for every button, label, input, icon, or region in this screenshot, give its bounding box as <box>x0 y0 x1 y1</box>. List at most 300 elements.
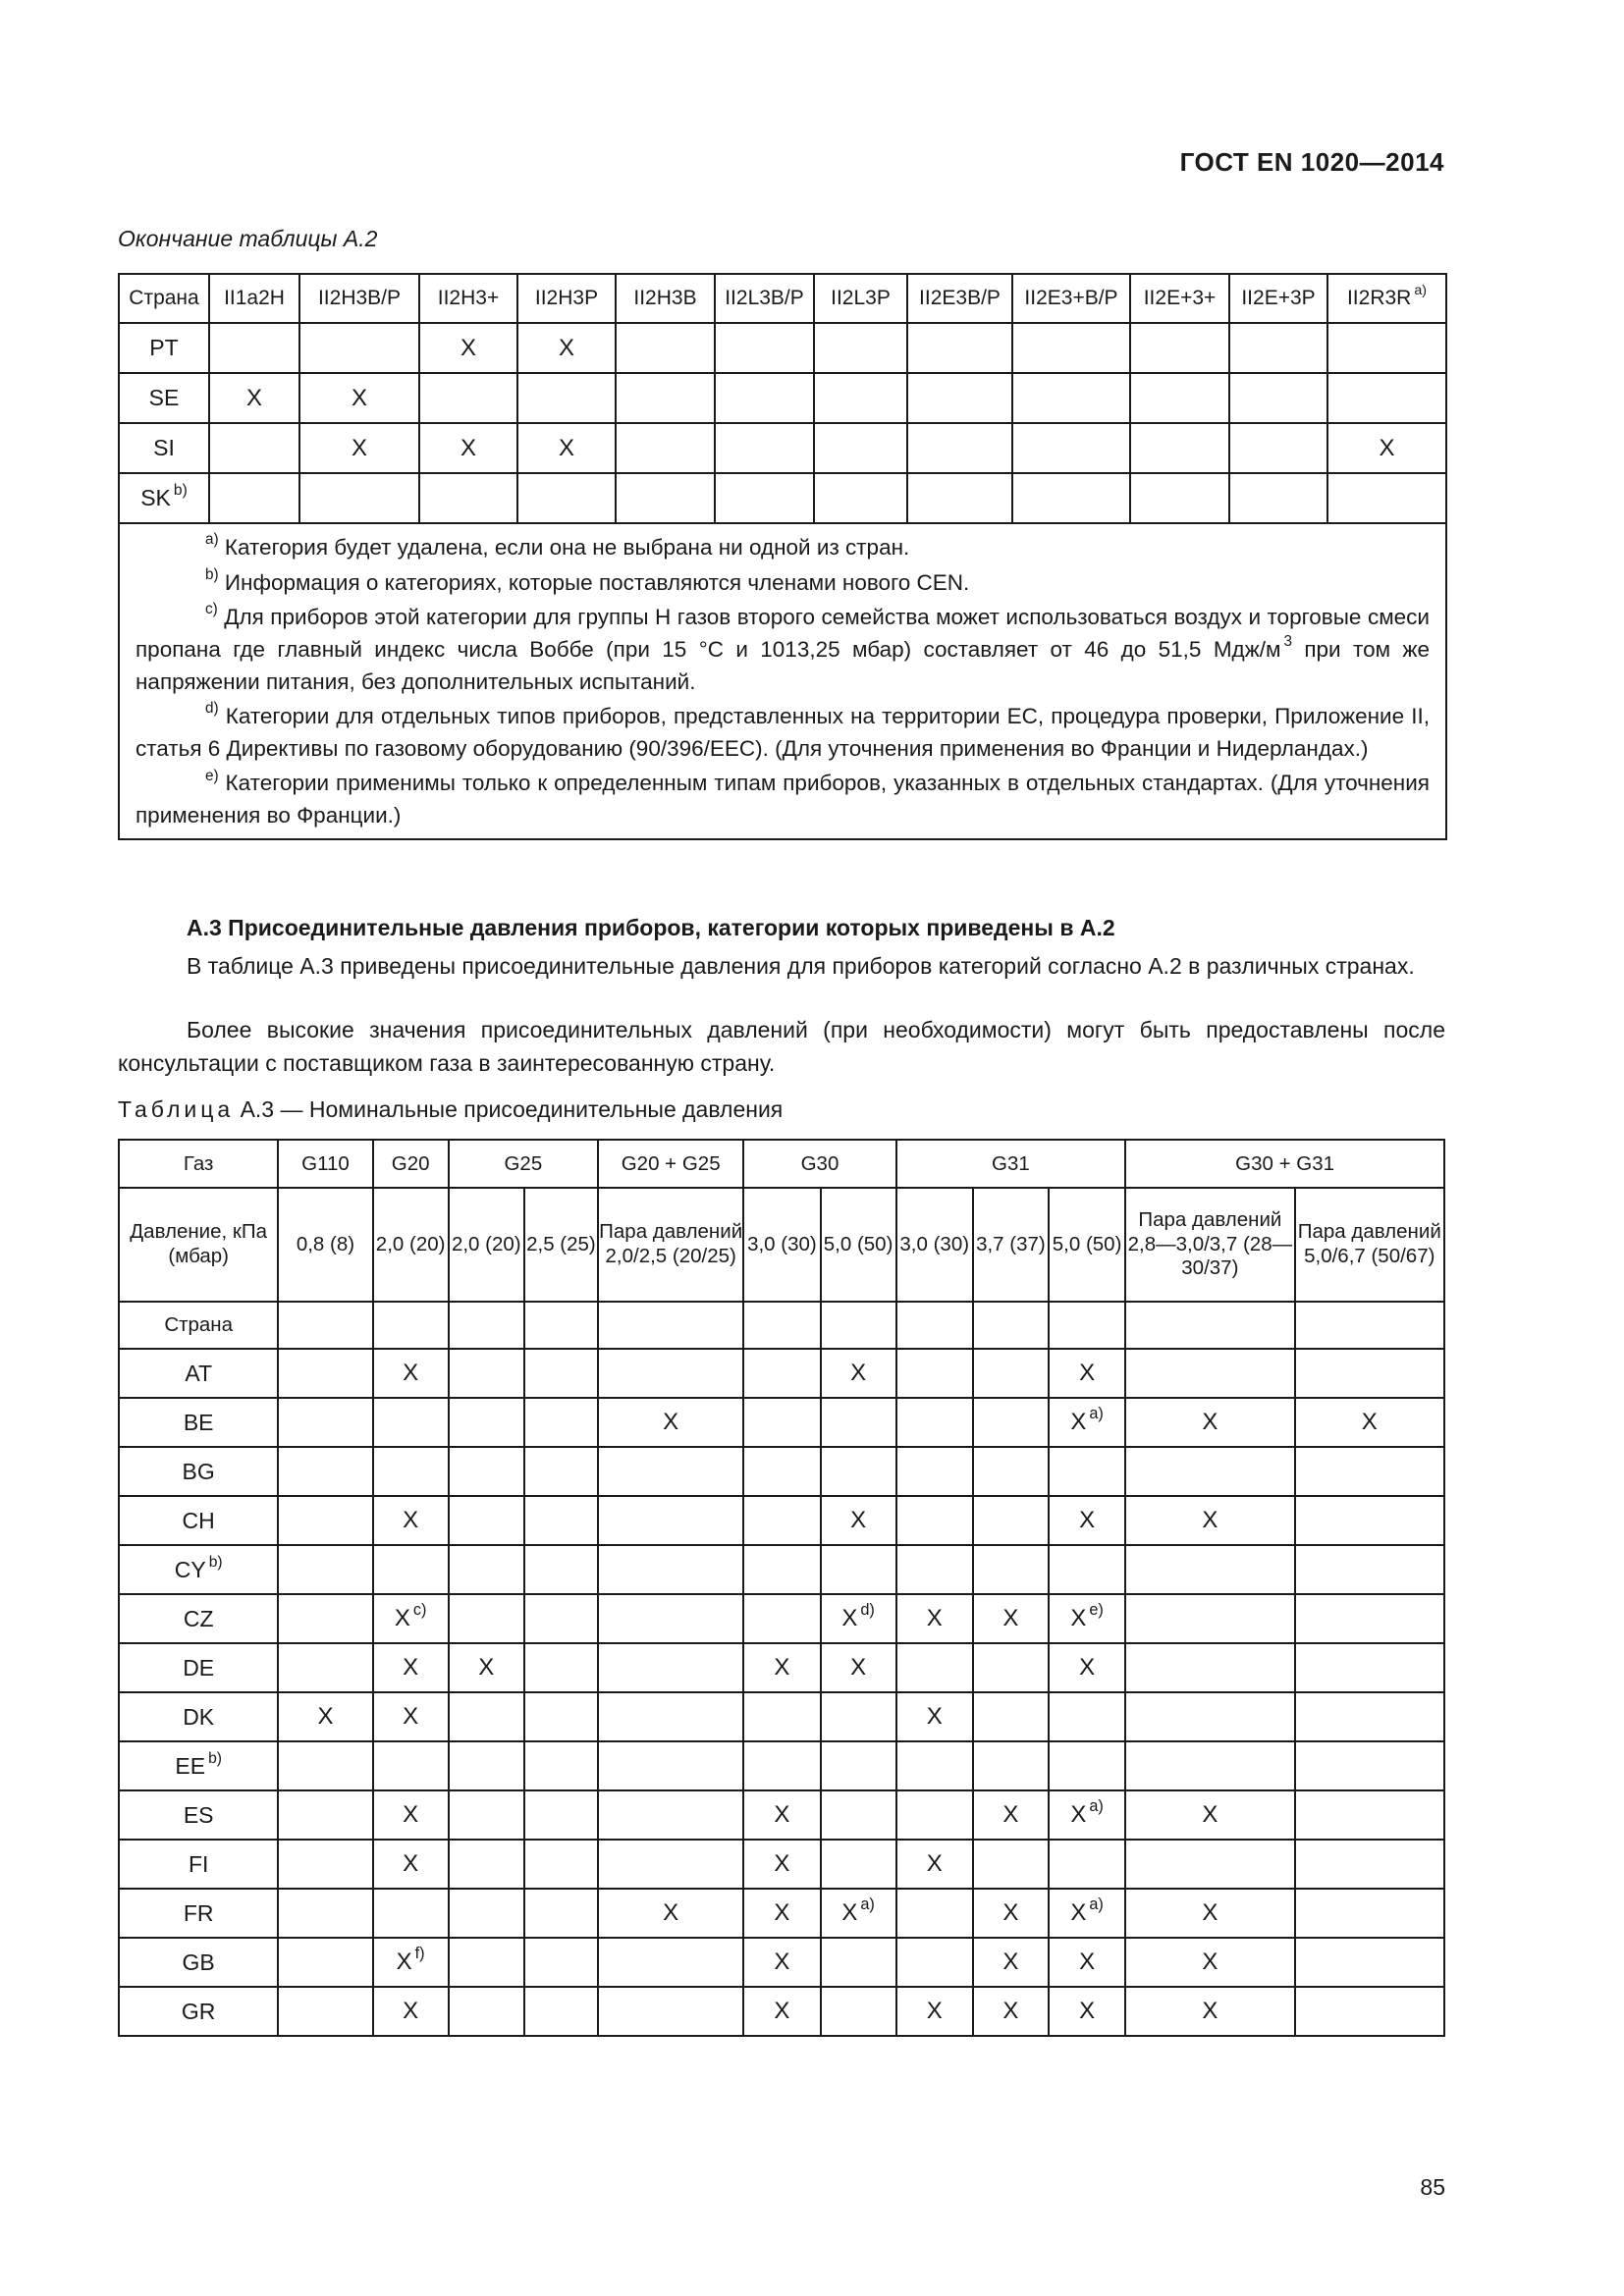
table-a2-header-category <box>517 274 616 323</box>
pressure-mark-cell <box>896 1889 973 1938</box>
cell-mark: X <box>850 1654 867 1681</box>
pressure-mark-cell <box>524 1349 598 1398</box>
footnote-text: Категории применимы только к определенным типам приборов, указанных в отдельных стандартах. (Для уточнения применения во Франции.) <box>135 771 1430 828</box>
country-code: SI <box>153 435 175 460</box>
country-code: GB <box>182 1949 215 1975</box>
pressure-mark-cell <box>524 1594 598 1643</box>
pressure-mark-cell <box>1125 1987 1294 2036</box>
country-cell <box>119 323 209 373</box>
table-a2-notes-row <box>119 523 1446 839</box>
category-cell <box>1012 423 1130 473</box>
category-cell <box>616 373 715 423</box>
category-cell <box>1130 373 1229 423</box>
gas-header-cell: G30 + G31 <box>1125 1140 1444 1188</box>
pressure-mark-cell <box>278 1987 372 2036</box>
pressure-mark-cell <box>896 1692 973 1741</box>
pressure-mark-cell <box>449 1594 524 1643</box>
pressure-mark-cell <box>598 1594 743 1643</box>
pressure-mark-cell <box>278 1790 372 1840</box>
pressure-mark-cell <box>1049 1545 1125 1594</box>
pressure-mark-cell <box>973 1643 1049 1692</box>
table-a2-header-category <box>1229 274 1327 323</box>
empty-cell <box>278 1302 372 1349</box>
table-a2-continuation-caption: Окончание таблицы А.2 <box>118 226 378 251</box>
country-code: FR <box>183 1899 214 1926</box>
table-a3-row <box>119 1840 1444 1889</box>
pressure-mark-cell <box>524 1790 598 1840</box>
cell-mark: X <box>1002 1605 1019 1631</box>
pressure-mark-cell <box>598 1741 743 1790</box>
pressure-mark-cell <box>524 1447 598 1496</box>
pressure-mark-cell <box>743 1594 820 1643</box>
pressure-mark-cell <box>1049 1987 1125 2036</box>
footnote-text: Информация о категориях, которые поставляются членами нового CEN. <box>224 569 970 595</box>
pressure-mark-cell <box>743 1496 820 1545</box>
empty-cell <box>373 1302 449 1349</box>
category-cell <box>1327 373 1446 423</box>
pressure-cell: 3,0 (30) <box>896 1188 973 1302</box>
category-cell <box>1130 423 1229 473</box>
pressure-mark-cell <box>821 1987 896 2036</box>
pressure-mark-cell <box>743 1889 820 1938</box>
table-a2-header-category <box>715 274 814 323</box>
pressure-cell: Пара давлений 2,0/2,5 (20/25) <box>598 1188 743 1302</box>
table-a2-header-row <box>119 274 1446 323</box>
cell-mark: X <box>1079 1998 1096 2024</box>
pressure-mark-cell <box>373 1840 449 1889</box>
table-a2-header-country <box>119 274 209 323</box>
category-cell <box>616 323 715 373</box>
pressure-mark-cell <box>278 1840 372 1889</box>
country-cell <box>119 473 209 523</box>
header-label: II2E3B/P <box>919 287 1001 309</box>
pressure-mark-cell <box>598 1545 743 1594</box>
category-cell <box>1327 323 1446 373</box>
footnote-text: Категории для отдельных типов приборов, представленных на территории ЕС, процедура проверки, Приложение II, статья 6 Директивы по газовому оборудованию (90/396/ЕЕС). (Для уточнения применения во Франции и Нидерландах.) <box>135 704 1430 761</box>
category-cell <box>715 423 814 473</box>
category-cell <box>907 373 1012 423</box>
table-a2-header-category <box>907 274 1012 323</box>
pressure-mark-cell <box>524 1741 598 1790</box>
table-a3-row <box>119 1594 1444 1643</box>
table-a2-header-category <box>419 274 517 323</box>
pressure-mark-cell <box>896 1643 973 1692</box>
section-a3-paragraph-1: В таблице А.3 приведены присоединительные давления для приборов категорий согласно А.2 в различных странах. <box>187 953 1415 979</box>
country-cell <box>119 1594 278 1643</box>
pressure-mark-cell <box>973 1349 1049 1398</box>
footnote <box>135 768 1430 831</box>
footnote-mark: a) <box>1089 1895 1104 1913</box>
pressure-mark-cell <box>973 1741 1049 1790</box>
pressure-mark-cell <box>1125 1938 1294 1987</box>
pressure-mark-cell <box>524 1545 598 1594</box>
pressure-mark-cell <box>524 1987 598 2036</box>
pressure-mark-cell <box>373 1594 449 1643</box>
pressure-mark-cell <box>821 1741 896 1790</box>
pressure-mark-cell <box>1295 1496 1444 1545</box>
category-cell <box>1130 323 1229 373</box>
pressure-mark-cell <box>449 1741 524 1790</box>
cell-mark: X <box>403 1654 419 1681</box>
table-a3-country-label-row <box>119 1302 1444 1349</box>
pressure-mark-cell <box>373 1987 449 2036</box>
country-code: CH <box>182 1507 215 1533</box>
page-number: 85 <box>1420 2174 1445 2200</box>
gas-header-cell: G25 <box>449 1140 598 1188</box>
pressure-mark-cell <box>821 1643 896 1692</box>
footnote-mark: a) <box>205 531 219 549</box>
pressure-mark-cell <box>821 1889 896 1938</box>
section-a3-title: А.3 Присоединительные давления приборов, категории которых приведены в А.2 <box>187 915 1115 940</box>
pressure-mark-cell <box>1125 1398 1294 1447</box>
country-cell <box>119 1790 278 1840</box>
table-a2-header-category <box>1327 274 1446 323</box>
empty-cell <box>896 1302 973 1349</box>
pressure-mark-cell <box>743 1741 820 1790</box>
category-cell <box>715 323 814 373</box>
table-a2-header-category <box>1012 274 1130 323</box>
category-cell: X <box>517 323 616 373</box>
country-cell <box>119 1889 278 1938</box>
pressure-mark-cell <box>821 1545 896 1594</box>
pressure-mark-cell <box>598 1398 743 1447</box>
pressure-mark-cell <box>973 1987 1049 2036</box>
pressure-mark-cell <box>1125 1889 1294 1938</box>
pressure-mark-cell <box>896 1987 973 2036</box>
category-cell <box>907 323 1012 373</box>
pressure-mark-cell <box>1295 1643 1444 1692</box>
pressure-mark-cell <box>896 1447 973 1496</box>
cell-mark: X <box>1079 1654 1096 1681</box>
pressure-mark-cell <box>821 1398 896 1447</box>
pressure-mark-cell <box>1125 1496 1294 1545</box>
pressure-mark-cell <box>821 1692 896 1741</box>
pressure-mark-cell <box>598 1349 743 1398</box>
pressure-mark-cell <box>973 1398 1049 1447</box>
table-a3-row <box>119 1790 1444 1840</box>
cell-mark: X <box>1079 1360 1096 1386</box>
footnote-mark: c) <box>412 1600 427 1619</box>
empty-cell <box>524 1302 598 1349</box>
empty-cell <box>973 1302 1049 1349</box>
pressure-mark-cell <box>973 1447 1049 1496</box>
category-cell <box>1229 373 1327 423</box>
category-cell <box>517 373 616 423</box>
header-label: II2L3B/P <box>725 287 804 309</box>
category-cell <box>814 373 907 423</box>
pressure-mark-cell <box>1295 1741 1444 1790</box>
footnote-text: Категория будет удалена, если она не выбрана ни одной из стран. <box>224 535 910 560</box>
country-code: SK <box>140 485 171 510</box>
empty-cell <box>821 1302 896 1349</box>
pressure-mark-cell <box>1049 1496 1125 1545</box>
pressure-mark-cell <box>896 1496 973 1545</box>
country-cell <box>119 1987 278 2036</box>
country-code: DK <box>183 1703 215 1730</box>
pressure-mark-cell <box>896 1938 973 1987</box>
footnote-mark: c) <box>205 601 218 618</box>
category-cell <box>616 473 715 523</box>
country-cell <box>119 1741 278 1790</box>
cell-mark: X <box>1202 1949 1218 1975</box>
category-cell: X <box>517 423 616 473</box>
category-cell <box>299 323 419 373</box>
pressure-mark-cell <box>1295 1398 1444 1447</box>
pressure-mark-cell <box>1125 1447 1294 1496</box>
pressure-mark-cell <box>1295 1692 1444 1741</box>
country-code: GR <box>181 1998 216 2024</box>
pressure-mark-cell <box>973 1889 1049 1938</box>
pressure-mark-cell <box>1125 1840 1294 1889</box>
pressure-mark-cell <box>449 1643 524 1692</box>
cell-mark: X <box>774 1850 790 1877</box>
pressure-mark-cell <box>524 1889 598 1938</box>
pressure-mark-cell <box>743 1447 820 1496</box>
cell-mark: X <box>403 1360 419 1386</box>
pressure-mark-cell <box>373 1889 449 1938</box>
pressure-mark-cell <box>896 1594 973 1643</box>
footnote <box>135 532 1430 564</box>
pressure-mark-cell <box>373 1398 449 1447</box>
cell-mark: X <box>850 1507 867 1533</box>
pressure-mark-cell <box>373 1447 449 1496</box>
cell-mark: X <box>1202 1998 1218 2024</box>
category-cell <box>419 373 517 423</box>
pressure-mark-cell <box>1295 1594 1444 1643</box>
table-a2-row <box>119 423 1446 473</box>
category-cell <box>814 423 907 473</box>
pressure-mark-cell <box>449 1447 524 1496</box>
table-a2-row <box>119 323 1446 373</box>
country-cell <box>119 1840 278 1889</box>
gas-header-cell: G20 + G25 <box>598 1140 743 1188</box>
cell-mark: X <box>1361 1409 1378 1435</box>
category-cell <box>1229 473 1327 523</box>
pressure-mark-cell <box>1049 1398 1125 1447</box>
country-label-cell: Страна <box>119 1302 278 1349</box>
empty-cell <box>1049 1302 1125 1349</box>
pressure-mark-cell <box>278 1447 372 1496</box>
pressure-mark-cell <box>1295 1987 1444 2036</box>
table-a3-row <box>119 1398 1444 1447</box>
empty-cell <box>1125 1302 1294 1349</box>
table-a2-header-category <box>209 274 299 323</box>
pressure-cell: 5,0 (50) <box>1049 1188 1125 1302</box>
pressure-mark-cell <box>449 1938 524 1987</box>
pressure-mark-cell <box>598 1447 743 1496</box>
cell-mark: X <box>1079 1949 1096 1975</box>
category-cell: X <box>1327 423 1446 473</box>
category-cell <box>907 473 1012 523</box>
country-cell <box>119 1447 278 1496</box>
footnote <box>135 602 1430 698</box>
pressure-mark-cell <box>743 1545 820 1594</box>
gas-header-cell: G31 <box>896 1140 1126 1188</box>
pressure-label-cell: Давление, кПа (мбар) <box>119 1188 278 1302</box>
pressure-mark-cell <box>821 1840 896 1889</box>
header-label: II2H3B <box>633 287 697 309</box>
pressure-mark-cell <box>896 1790 973 1840</box>
cell-mark: X <box>774 1899 790 1926</box>
category-cell: X <box>209 373 299 423</box>
pressure-mark-cell <box>1295 1790 1444 1840</box>
cell-mark: X <box>774 1801 790 1828</box>
footnote-mark: b) <box>208 1749 222 1767</box>
country-code: ES <box>183 1801 214 1828</box>
cell-mark: X <box>850 1360 867 1386</box>
pressure-mark-cell <box>743 1840 820 1889</box>
pressure-mark-cell <box>373 1349 449 1398</box>
table-a3-pressure-row <box>119 1188 1444 1302</box>
pressure-mark-cell <box>1125 1643 1294 1692</box>
table-a3-row <box>119 1741 1444 1790</box>
pressure-mark-cell <box>373 1496 449 1545</box>
pressure-mark-cell <box>278 1398 372 1447</box>
pressure-mark-cell <box>973 1938 1049 1987</box>
cell-mark: X <box>1002 1801 1019 1828</box>
category-cell <box>715 373 814 423</box>
pressure-mark-cell <box>598 1840 743 1889</box>
cell-mark: X <box>317 1703 334 1730</box>
country-cell <box>119 1938 278 1987</box>
cell-mark: X <box>1070 1605 1087 1631</box>
country-cell <box>119 423 209 473</box>
pressure-mark-cell <box>1049 1643 1125 1692</box>
header-label: II2H3P <box>534 287 599 309</box>
footnote-mark: e) <box>205 767 219 784</box>
category-cell <box>814 473 907 523</box>
category-cell <box>209 473 299 523</box>
pressure-mark-cell <box>449 1692 524 1741</box>
footnote-mark: a) <box>1089 1404 1104 1422</box>
table-a3-row <box>119 1889 1444 1938</box>
footnote-text-continued: при том же напряжении питания, без дополнительных испытаний. <box>135 636 1430 694</box>
pressure-mark-cell <box>278 1349 372 1398</box>
cell-mark: X <box>1202 1409 1218 1435</box>
table-a3-row <box>119 1987 1444 2036</box>
footnote-mark: e) <box>1089 1600 1104 1619</box>
category-cell <box>814 323 907 373</box>
pressure-mark-cell <box>1049 1840 1125 1889</box>
gas-label: Газ <box>183 1151 214 1175</box>
cell-mark: X <box>1070 1409 1087 1435</box>
pressure-mark-cell <box>278 1545 372 1594</box>
cell-mark: X <box>663 1899 679 1926</box>
table-a3-row <box>119 1692 1444 1741</box>
table-a2-header-category <box>616 274 715 323</box>
cell-mark: X <box>663 1409 679 1435</box>
country-code: DE <box>183 1654 215 1681</box>
pressure-mark-cell <box>821 1349 896 1398</box>
category-cell: X <box>299 423 419 473</box>
cell-mark: X <box>403 1850 419 1877</box>
category-cell <box>1012 373 1130 423</box>
cell-mark: X <box>926 1998 943 2024</box>
footnote <box>135 567 1430 600</box>
category-cell <box>299 473 419 523</box>
table-a2-row <box>119 373 1446 423</box>
category-cell <box>517 473 616 523</box>
pressure-cell: 2,0 (20) <box>373 1188 449 1302</box>
pressure-mark-cell <box>743 1790 820 1840</box>
country-cell <box>119 1398 278 1447</box>
header-label: II2E3+B/P <box>1024 287 1118 309</box>
category-cell <box>1327 473 1446 523</box>
pressure-mark-cell <box>896 1398 973 1447</box>
cell-mark: X <box>1202 1801 1218 1828</box>
pressure-mark-cell <box>1049 1790 1125 1840</box>
pressure-mark-cell <box>1049 1889 1125 1938</box>
pressure-cell: 3,7 (37) <box>973 1188 1049 1302</box>
cell-mark: X <box>1070 1899 1087 1926</box>
header-label: II2R3R <box>1346 287 1412 309</box>
country-cell <box>119 1545 278 1594</box>
footnote-mark: d) <box>205 700 219 718</box>
cell-mark: X <box>841 1899 858 1926</box>
pressure-cell: 5,0 (50) <box>821 1188 896 1302</box>
pressure-mark-cell <box>1049 1692 1125 1741</box>
pressure-mark-cell <box>743 1938 820 1987</box>
footnote-mark: a) <box>1414 282 1428 298</box>
cell-mark: X <box>1002 1998 1019 2024</box>
pressure-mark-cell <box>373 1692 449 1741</box>
pressure-mark-cell <box>743 1349 820 1398</box>
pressure-mark-cell <box>278 1741 372 1790</box>
pressure-mark-cell <box>743 1692 820 1741</box>
footnote <box>135 701 1430 765</box>
header-label: Страна <box>129 287 199 309</box>
document-id: ГОСТ EN 1020—2014 <box>1179 147 1444 177</box>
footnote-mark: d) <box>860 1600 875 1619</box>
pressure-mark-cell <box>821 1790 896 1840</box>
table-a2-tail <box>118 273 1447 840</box>
category-cell <box>1012 323 1130 373</box>
table-a2-row <box>119 473 1446 523</box>
pressure-mark-cell <box>1295 1545 1444 1594</box>
table-a3-caption-text: А.3 — Номинальные присоединительные давления <box>240 1096 784 1122</box>
category-cell: X <box>299 373 419 423</box>
country-code: BE <box>183 1409 214 1435</box>
gas-header-cell: G110 <box>278 1140 372 1188</box>
pressure-mark-cell <box>896 1741 973 1790</box>
pressure-mark-cell <box>743 1987 820 2036</box>
cell-mark: X <box>478 1654 495 1681</box>
cell-mark: X <box>1070 1801 1087 1828</box>
pressure-mark-cell <box>821 1447 896 1496</box>
pressure-mark-cell <box>278 1889 372 1938</box>
pressure-mark-cell <box>1295 1447 1444 1496</box>
cell-mark: X <box>774 1654 790 1681</box>
pressure-cell: 0,8 (8) <box>278 1188 372 1302</box>
pressure-mark-cell <box>598 1692 743 1741</box>
cell-mark: X <box>774 1998 790 2024</box>
cell-mark: X <box>1002 1949 1019 1975</box>
pressure-mark-cell <box>973 1594 1049 1643</box>
pressure-mark-cell <box>449 1545 524 1594</box>
pressure-mark-cell <box>524 1643 598 1692</box>
pressure-mark-cell <box>1295 1840 1444 1889</box>
pressure-mark-cell <box>598 1643 743 1692</box>
category-cell: X <box>419 323 517 373</box>
country-cell <box>119 1643 278 1692</box>
category-cell <box>209 423 299 473</box>
category-cell <box>1012 473 1130 523</box>
pressure-mark-cell <box>449 1790 524 1840</box>
pressure-mark-cell <box>373 1741 449 1790</box>
pressure-mark-cell <box>1295 1938 1444 1987</box>
pressure-mark-cell <box>1049 1447 1125 1496</box>
section-a3-paragraph-2: Более высокие значения присоединительных давлений (при необходимости) могут быть предоставлены после консультации с поставщиком газа в заинтересованную страну. <box>118 1017 1445 1076</box>
